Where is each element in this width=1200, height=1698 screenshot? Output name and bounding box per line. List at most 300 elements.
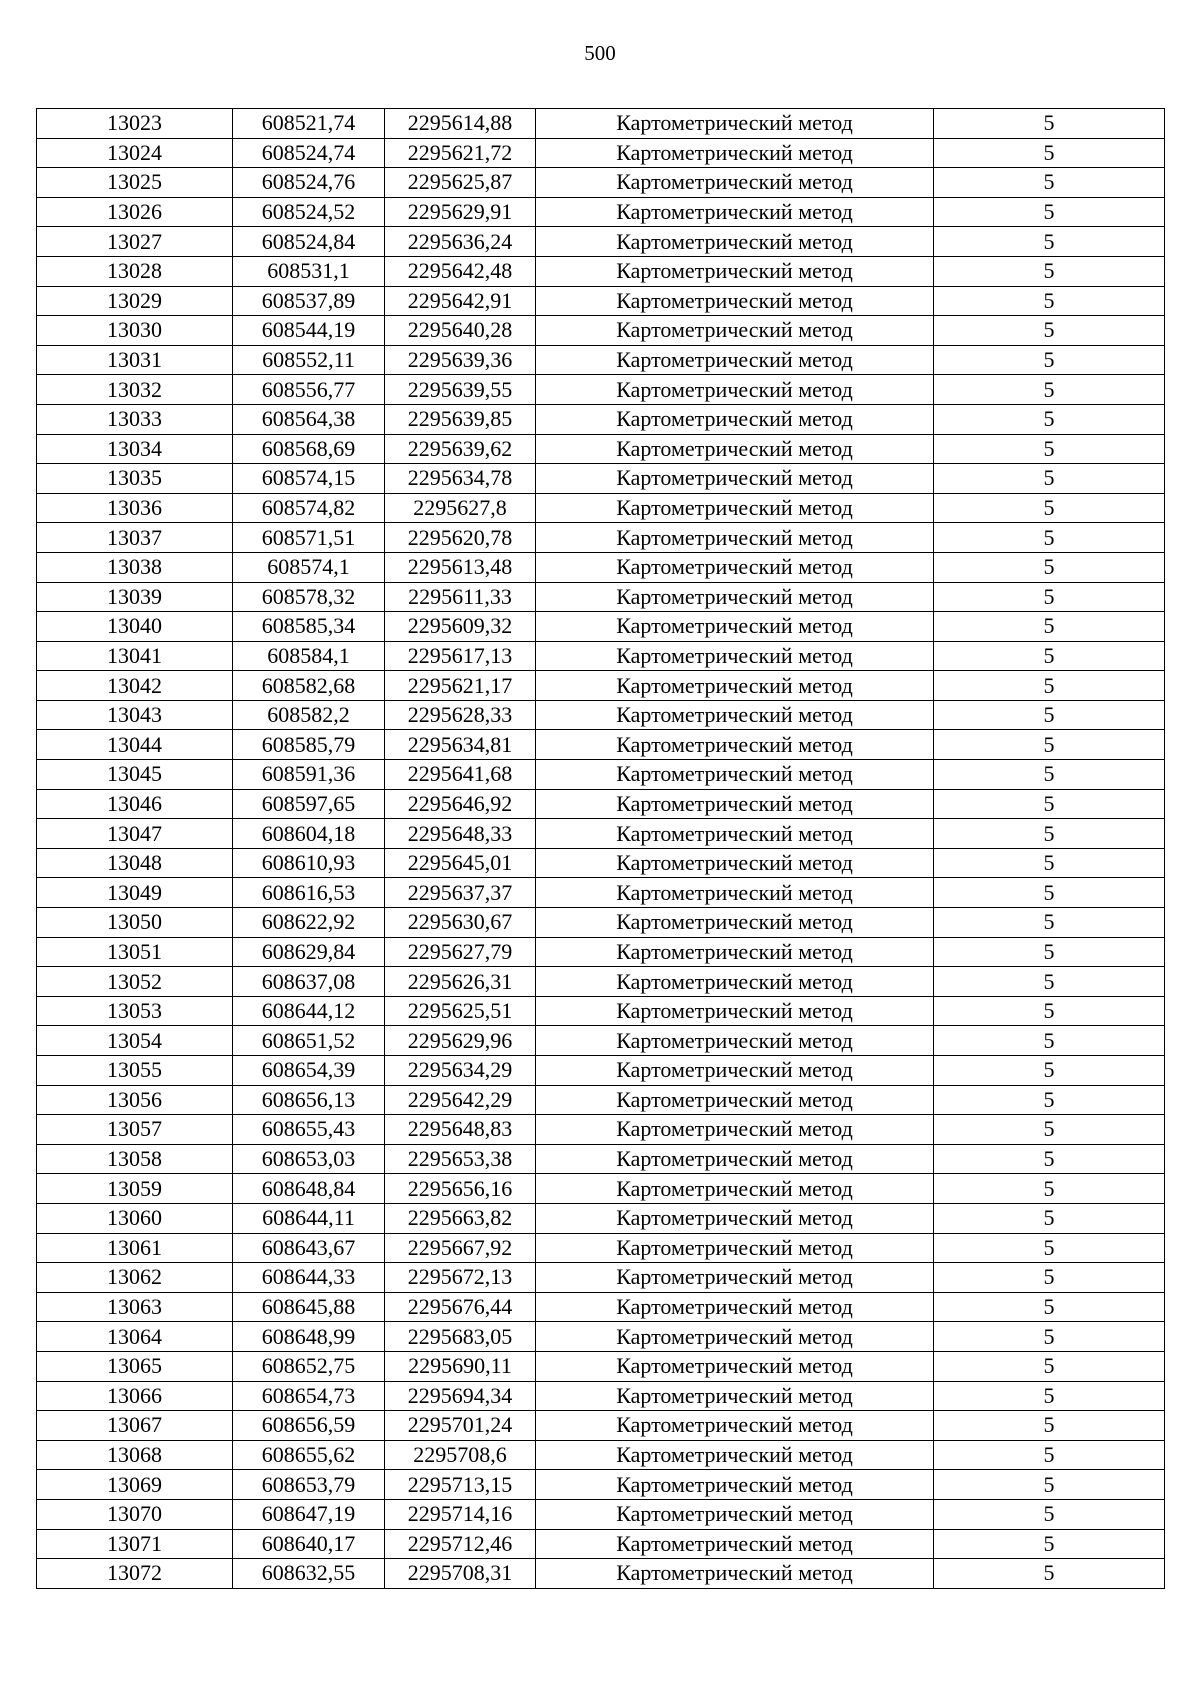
method-cell: Картометрический метод xyxy=(536,552,934,582)
table-row xyxy=(37,700,1165,730)
page-number: 500 xyxy=(584,41,616,65)
method-cell: Картометрический метод xyxy=(536,256,934,286)
y-coordinate-cell: 2295621,17 xyxy=(385,671,536,701)
accuracy-cell: 5 xyxy=(934,760,1165,790)
accuracy-cell: 5 xyxy=(934,168,1165,198)
table-row xyxy=(37,552,1165,582)
y-coordinate-cell: 2295629,91 xyxy=(385,197,536,227)
point-number-cell: 13049 xyxy=(37,878,233,908)
point-number-cell: 13057 xyxy=(37,1115,233,1145)
point-number-cell: 13065 xyxy=(37,1351,233,1381)
method-cell: Картометрический метод xyxy=(536,760,934,790)
accuracy-cell: 5 xyxy=(934,1085,1165,1115)
method-cell: Картометрический метод xyxy=(536,1115,934,1145)
table-row xyxy=(37,197,1165,227)
accuracy-cell: 5 xyxy=(934,493,1165,523)
y-coordinate-cell: 2295614,88 xyxy=(385,109,536,139)
x-coordinate-cell: 608544,19 xyxy=(233,316,385,346)
x-coordinate-cell: 608582,2 xyxy=(233,700,385,730)
method-cell: Картометрический метод xyxy=(536,848,934,878)
point-number-cell: 13024 xyxy=(37,138,233,168)
accuracy-cell: 5 xyxy=(934,1174,1165,1204)
x-coordinate-cell: 608604,18 xyxy=(233,819,385,849)
table-row xyxy=(37,286,1165,316)
table-row xyxy=(37,523,1165,553)
y-coordinate-cell: 2295642,91 xyxy=(385,286,536,316)
x-coordinate-cell: 608655,43 xyxy=(233,1115,385,1145)
x-coordinate-cell: 608537,89 xyxy=(233,286,385,316)
table-row xyxy=(37,789,1165,819)
y-coordinate-cell: 2295646,92 xyxy=(385,789,536,819)
point-number-cell: 13055 xyxy=(37,1056,233,1086)
table-row xyxy=(37,1292,1165,1322)
y-coordinate-cell: 2295636,24 xyxy=(385,227,536,257)
y-coordinate-cell: 2295625,51 xyxy=(385,996,536,1026)
method-cell: Картометрический метод xyxy=(536,1233,934,1263)
y-coordinate-cell: 2295639,62 xyxy=(385,434,536,464)
method-cell: Картометрический метод xyxy=(536,404,934,434)
method-cell: Картометрический метод xyxy=(536,493,934,523)
method-cell: Картометрический метод xyxy=(536,1559,934,1589)
point-number-cell: 13072 xyxy=(37,1559,233,1589)
point-number-cell: 13037 xyxy=(37,523,233,553)
x-coordinate-cell: 608574,82 xyxy=(233,493,385,523)
table-row xyxy=(37,1174,1165,1204)
y-coordinate-cell: 2295656,16 xyxy=(385,1174,536,1204)
accuracy-cell: 5 xyxy=(934,671,1165,701)
point-number-cell: 13042 xyxy=(37,671,233,701)
method-cell: Картометрический метод xyxy=(536,1470,934,1500)
method-cell: Картометрический метод xyxy=(536,523,934,553)
x-coordinate-cell: 608653,03 xyxy=(233,1144,385,1174)
table-row xyxy=(37,848,1165,878)
y-coordinate-cell: 2295694,34 xyxy=(385,1381,536,1411)
x-coordinate-cell: 608568,69 xyxy=(233,434,385,464)
method-cell: Картометрический метод xyxy=(536,878,934,908)
method-cell: Картометрический метод xyxy=(536,730,934,760)
y-coordinate-cell: 2295676,44 xyxy=(385,1292,536,1322)
method-cell: Картометрический метод xyxy=(536,789,934,819)
y-coordinate-cell: 2295690,11 xyxy=(385,1351,536,1381)
y-coordinate-cell: 2295653,38 xyxy=(385,1144,536,1174)
point-number-cell: 13064 xyxy=(37,1322,233,1352)
accuracy-cell: 5 xyxy=(934,908,1165,938)
table-row xyxy=(37,1529,1165,1559)
accuracy-cell: 5 xyxy=(934,848,1165,878)
x-coordinate-cell: 608524,84 xyxy=(233,227,385,257)
method-cell: Картометрический метод xyxy=(536,1263,934,1293)
table-row xyxy=(37,1115,1165,1145)
accuracy-cell: 5 xyxy=(934,1026,1165,1056)
point-number-cell: 13068 xyxy=(37,1440,233,1470)
point-number-cell: 13054 xyxy=(37,1026,233,1056)
method-cell: Картометрический метод xyxy=(536,1203,934,1233)
table-row xyxy=(37,1440,1165,1470)
method-cell: Картометрический метод xyxy=(536,197,934,227)
point-number-cell: 13027 xyxy=(37,227,233,257)
method-cell: Картометрический метод xyxy=(536,1056,934,1086)
point-number-cell: 13035 xyxy=(37,464,233,494)
method-cell: Картометрический метод xyxy=(536,316,934,346)
method-cell: Картометрический метод xyxy=(536,641,934,671)
accuracy-cell: 5 xyxy=(934,197,1165,227)
y-coordinate-cell: 2295639,55 xyxy=(385,375,536,405)
table-row xyxy=(37,464,1165,494)
point-number-cell: 13034 xyxy=(37,434,233,464)
accuracy-cell: 5 xyxy=(934,109,1165,139)
y-coordinate-cell: 2295634,81 xyxy=(385,730,536,760)
point-number-cell: 13040 xyxy=(37,612,233,642)
table-row xyxy=(37,671,1165,701)
method-cell: Картометрический метод xyxy=(536,168,934,198)
accuracy-cell: 5 xyxy=(934,256,1165,286)
point-number-cell: 13071 xyxy=(37,1529,233,1559)
point-number-cell: 13053 xyxy=(37,996,233,1026)
table-row xyxy=(37,908,1165,938)
x-coordinate-cell: 608644,11 xyxy=(233,1203,385,1233)
x-coordinate-cell: 608585,34 xyxy=(233,612,385,642)
table-row xyxy=(37,1203,1165,1233)
y-coordinate-cell: 2295621,72 xyxy=(385,138,536,168)
table-row xyxy=(37,168,1165,198)
y-coordinate-cell: 2295639,85 xyxy=(385,404,536,434)
accuracy-cell: 5 xyxy=(934,1470,1165,1500)
table-row xyxy=(37,1144,1165,1174)
method-cell: Картометрический метод xyxy=(536,1381,934,1411)
point-number-cell: 13062 xyxy=(37,1263,233,1293)
y-coordinate-cell: 2295627,8 xyxy=(385,493,536,523)
table-row xyxy=(37,1499,1165,1529)
method-cell: Картометрический метод xyxy=(536,819,934,849)
table-row xyxy=(37,819,1165,849)
point-number-cell: 13029 xyxy=(37,286,233,316)
table-row xyxy=(37,996,1165,1026)
accuracy-cell: 5 xyxy=(934,1499,1165,1529)
method-cell: Картометрический метод xyxy=(536,1322,934,1352)
y-coordinate-cell: 2295620,78 xyxy=(385,523,536,553)
x-coordinate-cell: 608652,75 xyxy=(233,1351,385,1381)
method-cell: Картометрический метод xyxy=(536,1499,934,1529)
point-number-cell: 13044 xyxy=(37,730,233,760)
y-coordinate-cell: 2295683,05 xyxy=(385,1322,536,1352)
accuracy-cell: 5 xyxy=(934,1529,1165,1559)
accuracy-cell: 5 xyxy=(934,345,1165,375)
table-row xyxy=(37,375,1165,405)
point-number-cell: 13066 xyxy=(37,1381,233,1411)
method-cell: Картометрический метод xyxy=(536,908,934,938)
y-coordinate-cell: 2295641,68 xyxy=(385,760,536,790)
table-row xyxy=(37,1351,1165,1381)
accuracy-cell: 5 xyxy=(934,1351,1165,1381)
point-number-cell: 13033 xyxy=(37,404,233,434)
point-number-cell: 13051 xyxy=(37,937,233,967)
point-number-cell: 13025 xyxy=(37,168,233,198)
method-cell: Картометрический метод xyxy=(536,1144,934,1174)
table-row xyxy=(37,109,1165,139)
x-coordinate-cell: 608591,36 xyxy=(233,760,385,790)
table-row xyxy=(37,345,1165,375)
method-cell: Картометрический метод xyxy=(536,700,934,730)
y-coordinate-cell: 2295712,46 xyxy=(385,1529,536,1559)
accuracy-cell: 5 xyxy=(934,375,1165,405)
y-coordinate-cell: 2295714,16 xyxy=(385,1499,536,1529)
x-coordinate-cell: 608531,1 xyxy=(233,256,385,286)
accuracy-cell: 5 xyxy=(934,612,1165,642)
table-row xyxy=(37,256,1165,286)
x-coordinate-cell: 608582,68 xyxy=(233,671,385,701)
x-coordinate-cell: 608574,1 xyxy=(233,552,385,582)
x-coordinate-cell: 608616,53 xyxy=(233,878,385,908)
accuracy-cell: 5 xyxy=(934,937,1165,967)
table-row xyxy=(37,1233,1165,1263)
accuracy-cell: 5 xyxy=(934,582,1165,612)
x-coordinate-cell: 608640,17 xyxy=(233,1529,385,1559)
y-coordinate-cell: 2295640,28 xyxy=(385,316,536,346)
method-cell: Картометрический метод xyxy=(536,582,934,612)
table-row xyxy=(37,493,1165,523)
accuracy-cell: 5 xyxy=(934,878,1165,908)
table-row xyxy=(37,1322,1165,1352)
x-coordinate-cell: 608524,52 xyxy=(233,197,385,227)
table-row xyxy=(37,1056,1165,1086)
accuracy-cell: 5 xyxy=(934,967,1165,997)
table-row xyxy=(37,937,1165,967)
table-row xyxy=(37,1470,1165,1500)
y-coordinate-cell: 2295667,92 xyxy=(385,1233,536,1263)
x-coordinate-cell: 608597,65 xyxy=(233,789,385,819)
accuracy-cell: 5 xyxy=(934,1233,1165,1263)
point-number-cell: 13050 xyxy=(37,908,233,938)
y-coordinate-cell: 2295625,87 xyxy=(385,168,536,198)
x-coordinate-cell: 608644,33 xyxy=(233,1263,385,1293)
x-coordinate-cell: 608574,15 xyxy=(233,464,385,494)
y-coordinate-cell: 2295611,33 xyxy=(385,582,536,612)
method-cell: Картометрический метод xyxy=(536,671,934,701)
point-number-cell: 13063 xyxy=(37,1292,233,1322)
y-coordinate-cell: 2295639,36 xyxy=(385,345,536,375)
accuracy-cell: 5 xyxy=(934,404,1165,434)
y-coordinate-cell: 2295645,01 xyxy=(385,848,536,878)
method-cell: Картометрический метод xyxy=(536,1174,934,1204)
method-cell: Картометрический метод xyxy=(536,996,934,1026)
table-row xyxy=(37,760,1165,790)
x-coordinate-cell: 608647,19 xyxy=(233,1499,385,1529)
point-number-cell: 13056 xyxy=(37,1085,233,1115)
table-row xyxy=(37,730,1165,760)
x-coordinate-cell: 608645,88 xyxy=(233,1292,385,1322)
y-coordinate-cell: 2295642,48 xyxy=(385,256,536,286)
x-coordinate-cell: 608655,62 xyxy=(233,1440,385,1470)
table-row xyxy=(37,1263,1165,1293)
table-row xyxy=(37,316,1165,346)
y-coordinate-cell: 2295630,67 xyxy=(385,908,536,938)
method-cell: Картометрический метод xyxy=(536,464,934,494)
accuracy-cell: 5 xyxy=(934,1115,1165,1145)
point-number-cell: 13069 xyxy=(37,1470,233,1500)
point-number-cell: 13041 xyxy=(37,641,233,671)
x-coordinate-cell: 608524,76 xyxy=(233,168,385,198)
x-coordinate-cell: 608632,55 xyxy=(233,1559,385,1589)
y-coordinate-cell: 2295713,15 xyxy=(385,1470,536,1500)
accuracy-cell: 5 xyxy=(934,434,1165,464)
y-coordinate-cell: 2295672,13 xyxy=(385,1263,536,1293)
accuracy-cell: 5 xyxy=(934,316,1165,346)
table-row xyxy=(37,1411,1165,1441)
accuracy-cell: 5 xyxy=(934,1559,1165,1589)
method-cell: Картометрический метод xyxy=(536,967,934,997)
x-coordinate-cell: 608654,73 xyxy=(233,1381,385,1411)
coordinates-table-body xyxy=(37,109,1165,1589)
method-cell: Картометрический метод xyxy=(536,937,934,967)
x-coordinate-cell: 608552,11 xyxy=(233,345,385,375)
method-cell: Картометрический метод xyxy=(536,1292,934,1322)
accuracy-cell: 5 xyxy=(934,1263,1165,1293)
point-number-cell: 13046 xyxy=(37,789,233,819)
accuracy-cell: 5 xyxy=(934,286,1165,316)
x-coordinate-cell: 608651,52 xyxy=(233,1026,385,1056)
accuracy-cell: 5 xyxy=(934,523,1165,553)
y-coordinate-cell: 2295648,83 xyxy=(385,1115,536,1145)
point-number-cell: 13026 xyxy=(37,197,233,227)
x-coordinate-cell: 608571,51 xyxy=(233,523,385,553)
table-row xyxy=(37,404,1165,434)
point-number-cell: 13023 xyxy=(37,109,233,139)
method-cell: Картометрический метод xyxy=(536,1411,934,1441)
x-coordinate-cell: 608656,59 xyxy=(233,1411,385,1441)
accuracy-cell: 5 xyxy=(934,1411,1165,1441)
y-coordinate-cell: 2295627,79 xyxy=(385,937,536,967)
point-number-cell: 13030 xyxy=(37,316,233,346)
accuracy-cell: 5 xyxy=(934,996,1165,1026)
y-coordinate-cell: 2295701,24 xyxy=(385,1411,536,1441)
point-number-cell: 13070 xyxy=(37,1499,233,1529)
x-coordinate-cell: 608644,12 xyxy=(233,996,385,1026)
accuracy-cell: 5 xyxy=(934,1292,1165,1322)
accuracy-cell: 5 xyxy=(934,1440,1165,1470)
method-cell: Картометрический метод xyxy=(536,434,934,464)
point-number-cell: 13059 xyxy=(37,1174,233,1204)
method-cell: Картометрический метод xyxy=(536,375,934,405)
x-coordinate-cell: 608584,1 xyxy=(233,641,385,671)
accuracy-cell: 5 xyxy=(934,819,1165,849)
point-number-cell: 13043 xyxy=(37,700,233,730)
point-number-cell: 13031 xyxy=(37,345,233,375)
point-number-cell: 13052 xyxy=(37,967,233,997)
method-cell: Картометрический метод xyxy=(536,138,934,168)
accuracy-cell: 5 xyxy=(934,1381,1165,1411)
y-coordinate-cell: 2295642,29 xyxy=(385,1085,536,1115)
method-cell: Картометрический метод xyxy=(536,612,934,642)
y-coordinate-cell: 2295634,78 xyxy=(385,464,536,494)
point-number-cell: 13038 xyxy=(37,552,233,582)
coordinates-table xyxy=(36,108,1165,1589)
table-row xyxy=(37,1085,1165,1115)
table-row xyxy=(37,878,1165,908)
point-number-cell: 13067 xyxy=(37,1411,233,1441)
x-coordinate-cell: 608556,77 xyxy=(233,375,385,405)
table-row xyxy=(37,641,1165,671)
x-coordinate-cell: 608578,32 xyxy=(233,582,385,612)
accuracy-cell: 5 xyxy=(934,227,1165,257)
table-row xyxy=(37,612,1165,642)
accuracy-cell: 5 xyxy=(934,138,1165,168)
x-coordinate-cell: 608564,38 xyxy=(233,404,385,434)
point-number-cell: 13032 xyxy=(37,375,233,405)
x-coordinate-cell: 608637,08 xyxy=(233,967,385,997)
method-cell: Картометрический метод xyxy=(536,1351,934,1381)
x-coordinate-cell: 608648,84 xyxy=(233,1174,385,1204)
y-coordinate-cell: 2295617,13 xyxy=(385,641,536,671)
x-coordinate-cell: 608622,92 xyxy=(233,908,385,938)
accuracy-cell: 5 xyxy=(934,464,1165,494)
table-row xyxy=(37,1026,1165,1056)
y-coordinate-cell: 2295629,96 xyxy=(385,1026,536,1056)
x-coordinate-cell: 608524,74 xyxy=(233,138,385,168)
method-cell: Картометрический метод xyxy=(536,1529,934,1559)
y-coordinate-cell: 2295708,31 xyxy=(385,1559,536,1589)
x-coordinate-cell: 608653,79 xyxy=(233,1470,385,1500)
y-coordinate-cell: 2295637,37 xyxy=(385,878,536,908)
accuracy-cell: 5 xyxy=(934,1056,1165,1086)
point-number-cell: 13047 xyxy=(37,819,233,849)
point-number-cell: 13048 xyxy=(37,848,233,878)
method-cell: Картометрический метод xyxy=(536,345,934,375)
accuracy-cell: 5 xyxy=(934,552,1165,582)
accuracy-cell: 5 xyxy=(934,1203,1165,1233)
x-coordinate-cell: 608654,39 xyxy=(233,1056,385,1086)
x-coordinate-cell: 608648,99 xyxy=(233,1322,385,1352)
point-number-cell: 13058 xyxy=(37,1144,233,1174)
table-row xyxy=(37,967,1165,997)
x-coordinate-cell: 608585,79 xyxy=(233,730,385,760)
method-cell: Картометрический метод xyxy=(536,1440,934,1470)
y-coordinate-cell: 2295708,6 xyxy=(385,1440,536,1470)
y-coordinate-cell: 2295613,48 xyxy=(385,552,536,582)
y-coordinate-cell: 2295663,82 xyxy=(385,1203,536,1233)
x-coordinate-cell: 608521,74 xyxy=(233,109,385,139)
x-coordinate-cell: 608629,84 xyxy=(233,937,385,967)
accuracy-cell: 5 xyxy=(934,789,1165,819)
point-number-cell: 13045 xyxy=(37,760,233,790)
point-number-cell: 13060 xyxy=(37,1203,233,1233)
point-number-cell: 13036 xyxy=(37,493,233,523)
accuracy-cell: 5 xyxy=(934,730,1165,760)
table-row xyxy=(37,1559,1165,1589)
method-cell: Картометрический метод xyxy=(536,227,934,257)
point-number-cell: 13039 xyxy=(37,582,233,612)
method-cell: Картометрический метод xyxy=(536,1085,934,1115)
table-row xyxy=(37,227,1165,257)
accuracy-cell: 5 xyxy=(934,1322,1165,1352)
table-row xyxy=(37,434,1165,464)
x-coordinate-cell: 608643,67 xyxy=(233,1233,385,1263)
x-coordinate-cell: 608610,93 xyxy=(233,848,385,878)
y-coordinate-cell: 2295628,33 xyxy=(385,700,536,730)
table-row xyxy=(37,1381,1165,1411)
point-number-cell: 13028 xyxy=(37,256,233,286)
method-cell: Картометрический метод xyxy=(536,1026,934,1056)
y-coordinate-cell: 2295648,33 xyxy=(385,819,536,849)
method-cell: Картометрический метод xyxy=(536,109,934,139)
accuracy-cell: 5 xyxy=(934,1144,1165,1174)
table-row xyxy=(37,582,1165,612)
y-coordinate-cell: 2295626,31 xyxy=(385,967,536,997)
accuracy-cell: 5 xyxy=(934,700,1165,730)
y-coordinate-cell: 2295609,32 xyxy=(385,612,536,642)
y-coordinate-cell: 2295634,29 xyxy=(385,1056,536,1086)
point-number-cell: 13061 xyxy=(37,1233,233,1263)
x-coordinate-cell: 608656,13 xyxy=(233,1085,385,1115)
